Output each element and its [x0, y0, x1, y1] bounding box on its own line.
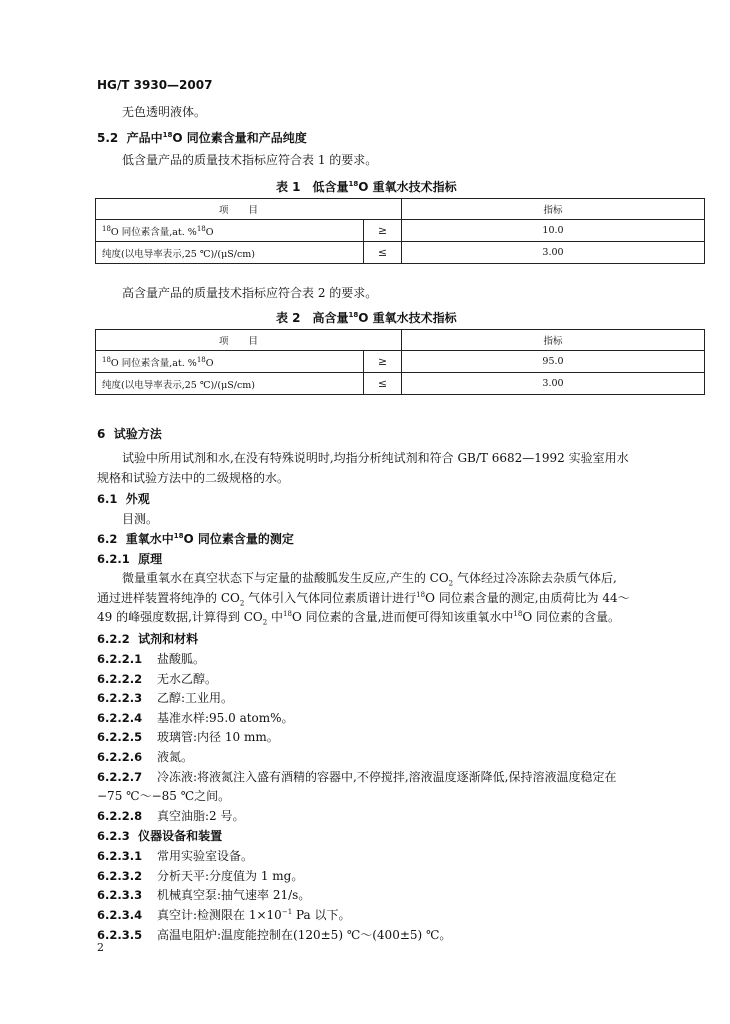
- list-item-continuation: −75 ℃～−85 ℃之间。: [97, 789, 231, 803]
- section-5-2-heading: 5.2 产品中$^{18}$O 同位素含量和产品纯度: [97, 131, 307, 145]
- section-6-heading: 6 试验方法: [97, 427, 162, 441]
- list-item: 6.2.2.7 冷冻液:将液氮注入盛有酒精的容器中,不停搅拌,溶液温度逐渐降低,保持溶液温度稳定在: [97, 770, 617, 784]
- list-item: 6.2.2.2 无水乙醇。: [97, 672, 218, 686]
- list-item: 6.2.3.1 常用实验室设备。: [97, 849, 254, 863]
- table-row: [96, 220, 705, 242]
- list-item: 6.2.3.5 高温电阻炉:温度能控制在(120±5) ℃～(400±5) ℃。: [97, 928, 452, 942]
- table-2-caption: 表 2 高含量$^{18}$O 重氧水技术指标: [276, 311, 457, 325]
- paragraph: 试验中所用试剂和水,在没有特殊说明时,均指分析纯试剂和符合 GB/T 6682—1992 实验室用水: [122, 451, 629, 465]
- section-6-2-3-heading: 6.2.3 仪器设备和装置: [97, 829, 223, 843]
- row-value: 10.0: [402, 220, 705, 242]
- table-row: [96, 373, 705, 395]
- header-value: 指标: [402, 199, 705, 220]
- table-row: [96, 351, 705, 373]
- paragraph: 高含量产品的质量技术指标应符合表 2 的要求。: [122, 286, 378, 300]
- row-label: $^{18}$O 同位素含量,at. %$^{18}$O: [96, 220, 364, 242]
- list-item: 6.2.2.3 乙醇:工业用。: [97, 691, 234, 705]
- header-item: 项目: [96, 330, 402, 351]
- list-item: 6.2.3.4 真空计:检测限在 $1\times 10^{-1}$ Pa 以下。: [97, 908, 351, 922]
- section-6-2-heading: 6.2 重氧水中$^{18}$O 同位素含量的测定: [97, 532, 294, 546]
- table-header-row: [96, 199, 705, 220]
- paragraph: 规格和试验方法中的二级规格的水。: [97, 471, 290, 485]
- table-2: [95, 329, 705, 395]
- list-item: 6.2.2.8 真空油脂:2 号。: [97, 809, 245, 823]
- row-value: 3.00: [402, 242, 705, 264]
- row-symbol: ≥: [364, 220, 402, 242]
- document-code: HG/T 3930—2007: [97, 78, 213, 92]
- row-symbol: ≥: [364, 351, 402, 373]
- list-item: 6.2.2.5 玻璃管:内径 10 mm。: [97, 730, 279, 744]
- table-header-row: [96, 330, 705, 351]
- row-symbol: ≤: [364, 242, 402, 264]
- row-symbol: ≤: [364, 373, 402, 395]
- paragraph: 49 的峰强度数据,计算得到 $CO_2$ 中$^{18}$O 同位素的含量,进而便可得知该重氧水中$^{18}$O 同位素的含量。: [97, 610, 620, 627]
- row-value: 3.00: [402, 373, 705, 395]
- paragraph: 目测。: [122, 512, 159, 526]
- paragraph: 微量重氧水在真空状态下与定量的盐酸胍发生反应,产生的 $CO_2$ 气体经过冷冻除去杂质气体后,: [122, 571, 617, 588]
- row-label: 纯度(以电导率表示,25 ℃)/(μS/cm): [96, 373, 364, 395]
- list-item: 6.2.3.2 分析天平:分度值为 1 mg。: [97, 869, 304, 883]
- paragraph: 无色透明液体。: [122, 105, 207, 119]
- row-label: $^{18}$O 同位素含量,at. %$^{18}$O: [96, 351, 364, 373]
- table-row: [96, 242, 705, 264]
- paragraph: 通过进样装置将纯净的 $CO_2$ 气体引入气体同位素质谱计进行$^{18}$O 同位素含量的测定,由质荷比为 44～: [97, 591, 630, 608]
- header-value: 指标: [402, 330, 705, 351]
- section-6-2-2-heading: 6.2.2 试剂和材料: [97, 632, 199, 646]
- list-item: 6.2.3.3 机械真空泵:抽气速率 21/s。: [97, 888, 311, 902]
- list-item: 6.2.2.1 盐酸胍。: [97, 652, 206, 666]
- page-number: 2: [97, 941, 104, 954]
- section-6-1-heading: 6.1 外观: [97, 492, 150, 506]
- section-6-2-1-heading: 6.2.1 原理: [97, 552, 163, 566]
- row-label: 纯度(以电导率表示,25 ℃)/(μS/cm): [96, 242, 364, 264]
- table-1-caption: 表 1 低含量$^{18}$O 重氧水技术指标: [276, 180, 457, 194]
- header-item: 项目: [96, 199, 402, 220]
- list-item: 6.2.2.6 液氮。: [97, 750, 194, 764]
- paragraph: 低含量产品的质量技术指标应符合表 1 的要求。: [122, 153, 378, 167]
- row-value: 95.0: [402, 351, 705, 373]
- table-1: [95, 198, 705, 264]
- list-item: 6.2.2.4 基准水样:95.0 atom%。: [97, 711, 294, 725]
